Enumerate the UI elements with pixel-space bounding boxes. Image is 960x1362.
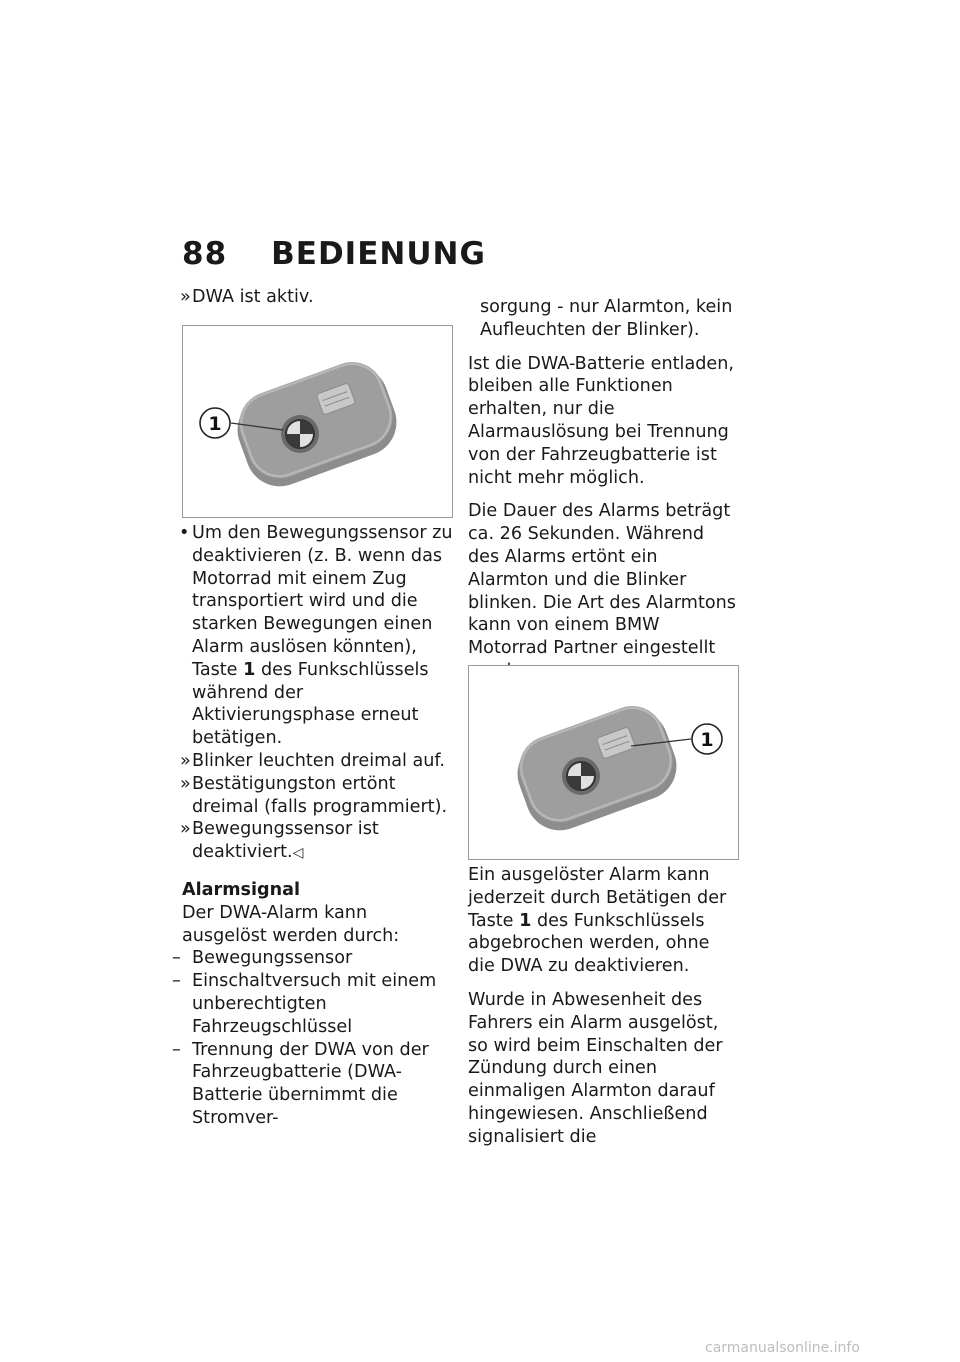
key-fob-illustration: [183, 326, 452, 517]
paragraph: Ein ausgelöster Alarm kann jederzeit durch Betätigen der Taste 1 des Funkschlüssels abgebrochen werden, ohne die DWA zu deaktivieren.: [468, 865, 727, 977]
result-line: » Bestätigungston ertönt dreimal (falls programmiert).: [180, 773, 448, 817]
left-column: [182, 286, 454, 309]
key-fob-illustration-keyless: [469, 666, 738, 859]
page-title: BEDIENUNG: [271, 236, 486, 272]
result-marker: »: [180, 287, 191, 307]
bullet-dot: •: [179, 523, 190, 543]
result-line: » Bewegungssensor ist deaktiviert.◁: [180, 819, 379, 863]
page-header: [182, 236, 486, 272]
left-column-body: [172, 522, 454, 1130]
callout-number: 1: [208, 413, 222, 435]
paragraph: Wurde in Abwesenheit des Fahrers ein Alarm ausgelöst, so wird beim Einschalten der Zündung durch einen einmaligen Alarmton darauf hingewiesen. Anschließend signalisiert die: [468, 989, 723, 1147]
list-item: – Einschaltversuch mit einem unberechtigten Fahrzeugschlüssel: [172, 971, 437, 1037]
result-line: » Blinker leuchten dreimal auf.: [180, 750, 445, 771]
end-mark: ◁: [292, 845, 304, 862]
intro-text: Der DWA-Alarm kann ausgelöst werden durch:: [182, 902, 400, 946]
list-item: – Bewegungssensor: [172, 948, 353, 969]
instruction-bullet: • Um den Bewegungssensor zu deaktivieren (z. B. wenn das Motorrad mit einem Zug transportiert wird und die starken Bewegungen einen Alarm auslösen könnten), Taste 1 des Funkschlüssels während der Aktivierungsphase erneut betätigen.: [179, 523, 453, 749]
figure-key-fob-1: [182, 325, 453, 518]
watermark: carmanualsonline.info: [705, 1340, 860, 1356]
paragraph: Die Dauer des Alarms beträgt ca. 26 Sekunden. Während des Alarms ertönt ein Alarmton und die Blinker blinken. Die Art des Alarmtons kann von einem BMW Motorrad Partner eingestellt: [468, 501, 736, 659]
section-heading: Alarmsignal: [182, 879, 301, 900]
callout-number: 1: [700, 729, 714, 751]
list-item: – Trennung der DWA von der Fahrzeugbatterie (DWA-Batterie übernimmt die Stromver-: [172, 1039, 429, 1128]
continued-text: sorgung - nur Alarmton, kein Aufleuchten der Blinker).: [480, 297, 733, 340]
right-column: [468, 296, 740, 717]
right-column-body: [468, 864, 740, 1149]
page-number: 88: [182, 236, 228, 272]
figure-key-fob-2: [468, 665, 739, 860]
result-line: » DWA ist aktiv.: [180, 287, 314, 307]
paragraph: Ist die DWA-Batterie entladen, bleiben alle Funktionen erhalten, nur die Alarmauslösung bei Trennung von der Fahrzeugbatterie ist nicht mehr möglich.: [468, 353, 734, 488]
